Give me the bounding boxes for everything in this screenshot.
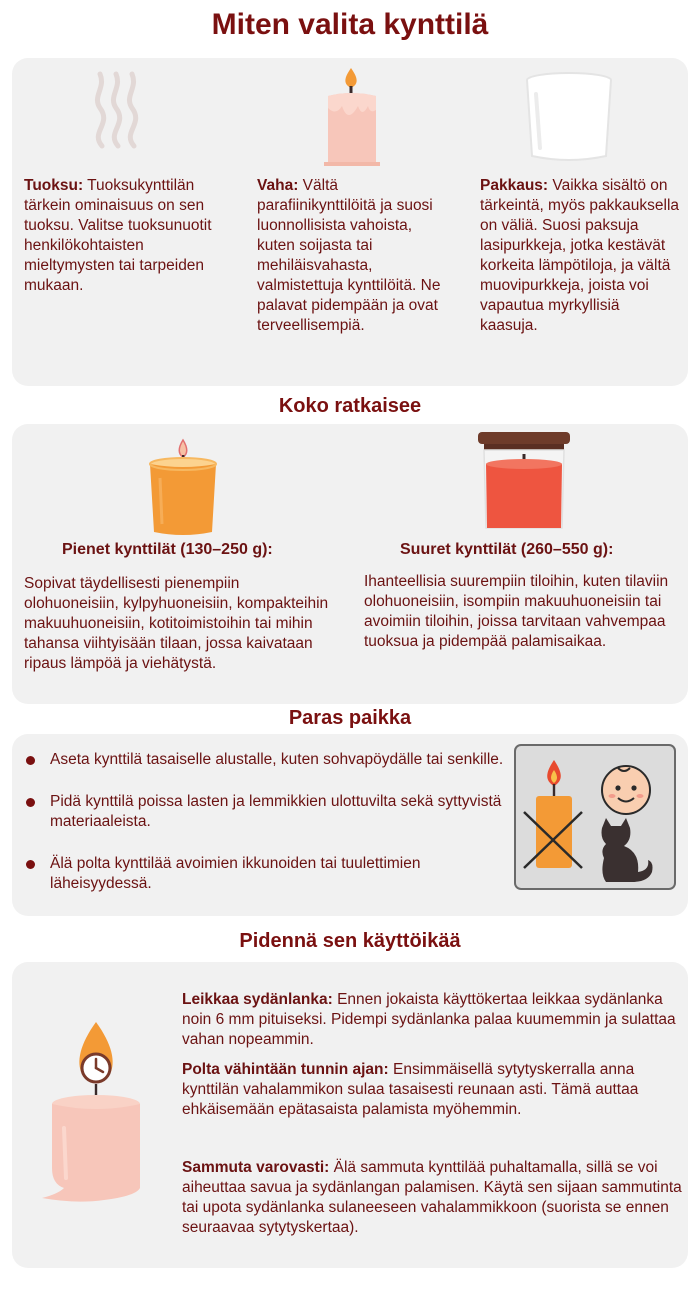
trim-wick-label: Leikkaa sydänlanka: bbox=[182, 991, 333, 1008]
extinguish-desc: Älä sammuta kynttilää puhaltamalla, sillä se voi aiheuttaa savua ja sydänlangan palamisen. Käytä sen sijaan sammutinta tai upota sydänlanka sulaneeseen vahalammikkoon (suorista se ennen seuraavaa sytytyskertaa). bbox=[182, 1159, 682, 1236]
scent-icon bbox=[88, 66, 148, 150]
size-heading: Koko ratkaisee bbox=[278, 395, 422, 417]
placement-heading: Paras paikka bbox=[288, 707, 412, 729]
glass-jar-icon bbox=[522, 70, 616, 164]
list-item: Aseta kynttilä tasaiselle alustalle, kuten sohvapöydälle tai senkille. bbox=[26, 750, 516, 770]
safety-icon bbox=[514, 744, 676, 890]
burn-hour-desc: Ensimmäisellä sytytyskerralla anna kynttilän vahalammikon sulaa tasaisesti reunaan asti. Tämä auttaa ehkäisemään epätasaista palamista myöhemmin. bbox=[182, 1061, 639, 1118]
extinguish-text bbox=[182, 1158, 682, 1238]
scent-desc: Tuoksukynttilän tärkein ominaisuus on sen tuoksu. Valitse tuoksunuotit henkilökohtaisten mieltymysten tai tarpeiden mukaan. bbox=[24, 177, 212, 294]
wax-label: Vaha: bbox=[257, 177, 299, 194]
placement-list bbox=[26, 750, 516, 916]
scent-label: Tuoksu: bbox=[24, 177, 84, 194]
candle-clock-icon bbox=[36, 1018, 156, 1208]
page-title: Miten valita kynttilä bbox=[211, 8, 489, 41]
list-item: Älä polta kynttilää avoimien ikkunoiden tai tuulettimien läheisyydessä. bbox=[26, 854, 516, 894]
trim-wick-text bbox=[182, 990, 682, 1050]
burn-hour-label: Polta vähintään tunnin ajan: bbox=[182, 1061, 389, 1078]
small-candle-icon bbox=[146, 438, 220, 538]
large-candles-title: Suuret kynttilät (260–550 g): bbox=[400, 541, 614, 558]
scent-text bbox=[24, 176, 229, 296]
lifespan-heading: Pidennä sen käyttöikää bbox=[239, 930, 461, 952]
small-candles-title: Pienet kynttilät (130–250 g): bbox=[62, 541, 273, 558]
packaging-desc: Vaikka sisältö on tärkeintä, myös pakkauksella on väliä. Suosi paksuja lasipurkkeja, jotka kestävät korkeita lämpötiloja, ja vältä muovipurkkeja, joista voi vapautua myrkyllisiä kaasuja. bbox=[480, 177, 680, 334]
burn-hour-text bbox=[182, 1060, 682, 1120]
large-candles-text: Ihanteellisia suurempiin tiloihin, kuten tilaviin olohuoneisiin, isompiin makuuhuoneisiin tai avoimiin tiloihin, joissa tarvitaan vahvempaa tuoksua ja pidempää palamisaikaa. bbox=[364, 573, 669, 650]
packaging-label: Pakkaus: bbox=[480, 177, 549, 194]
pillar-candle-icon bbox=[318, 66, 384, 166]
list-item: Pidä kynttilä poissa lasten ja lemmikkien ulottuvilta sekä syttyvistä materiaaleista. bbox=[26, 792, 516, 832]
packaging-text bbox=[480, 176, 680, 336]
small-candles-text: Sopivat täydellisesti pienempiin olohuoneisiin, kylpyhuoneisiin, kompakteihin makuuhuoneisiin, kotitoimistoihin tai mihin tahansa viihtyisään tilaan, jossa kaivataan ripaus lämpöä ja viehätystä. bbox=[24, 575, 329, 672]
wax-desc: Vältä parafiinikynttilöitä ja suosi luonnollisista vahoista, kuten soijasta tai mehiläisvahasta, valmistettuja kynttilöitä. Ne palavat pidempään ja ovat terveellisempiä. bbox=[257, 177, 441, 334]
large-candle-icon bbox=[476, 428, 572, 532]
extinguish-label: Sammuta varovasti: bbox=[182, 1159, 330, 1176]
trim-wick-desc: Ennen jokaista käyttökertaa leikkaa sydänlanka noin 6 mm pituiseksi. Pidempi sydänlanka palaa kuumemmin ja sulattaa vahan nopeammin. bbox=[182, 991, 676, 1048]
wax-text bbox=[257, 176, 447, 336]
